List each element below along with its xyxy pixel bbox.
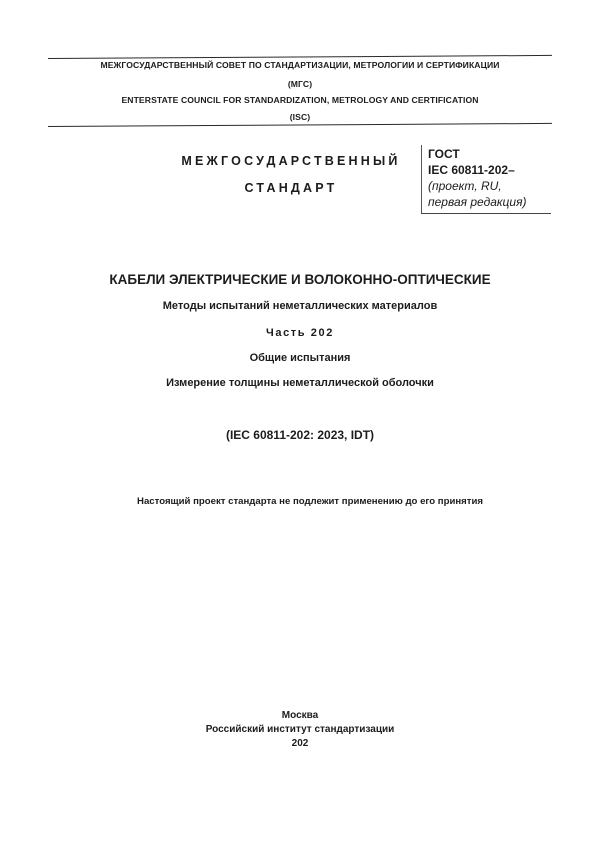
iec-reference: (IEC 60811-202: 2023, IDT) <box>225 428 375 442</box>
footer-year: 202 <box>291 738 309 749</box>
standard-label-line2: СТАНДАРТ <box>244 181 338 195</box>
gost-separator <box>421 145 422 213</box>
footer-institute: Российский институт стандартизации <box>205 724 395 735</box>
footer-city: Москва <box>281 710 319 721</box>
document-title: КАБЕЛИ ЭЛЕКТРИЧЕСКИЕ И ВОЛОКОННО-ОПТИЧЕСКИЕ <box>109 272 491 287</box>
gost-designation <box>428 146 558 210</box>
header-top-rule <box>48 55 552 59</box>
document-part: Часть 202 <box>266 327 334 339</box>
document-subtitle-methods: Методы испытаний неметаллических материалов <box>162 300 438 312</box>
standard-label-line1: МЕЖГОСУДАРСТВЕННЫЙ <box>181 154 401 168</box>
council-name-ru: МЕЖГОСУДАРСТВЕННЫЙ СОВЕТ ПО СТАНДАРТИЗАЦИИ, МЕТРОЛОГИИ И СЕРТИФИКАЦИИ <box>100 60 500 70</box>
draft-status-line2: первая редакция) <box>428 195 527 209</box>
council-name-en: ENTERSTATE COUNCIL FOR STANDARDIZATION, METROLOGY AND CERTIFICATION <box>121 95 479 105</box>
council-abbr-en: (ISC) <box>289 112 311 122</box>
draft-status-line1: (проект, RU, <box>428 179 502 193</box>
draft-notice: Настоящий проект стандарта не подлежит применению до его принятия <box>137 496 483 507</box>
gost-underline <box>421 213 551 214</box>
gost-label: ГОСТ <box>428 147 460 161</box>
gost-number: IEC 60811-202– <box>428 163 515 177</box>
document-subtitle-general: Общие испытания <box>249 352 351 364</box>
document-subtitle-measurement: Измерение толщины неметаллической оболочки <box>166 377 434 389</box>
council-abbr-ru: (МГС) <box>287 79 313 89</box>
header-bottom-rule <box>48 123 552 127</box>
